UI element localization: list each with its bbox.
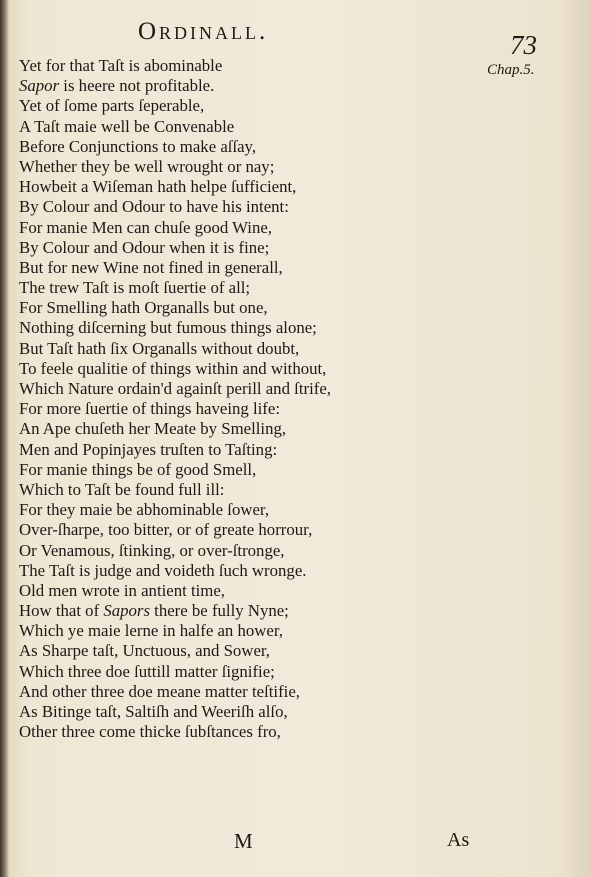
line-text: there be fully Nyne; bbox=[149, 601, 289, 621]
line-text: The trew Taſt is moſt ſuertie of all; bbox=[19, 278, 251, 298]
line-text: Before Conjunctions to make aſſay, bbox=[19, 136, 257, 156]
line-text: As Sharpe taſt, Unctuous, and Sower, bbox=[19, 641, 271, 661]
signature-mark: M bbox=[234, 829, 253, 853]
line-text: An Ape chuſeth her Meate by Smelling, bbox=[19, 419, 287, 439]
chapter-marginal-note: Chap.5. bbox=[487, 62, 535, 78]
line-text: But Taſt hath ſix Organalls without doubt, bbox=[19, 338, 300, 358]
line-text: Which Nature ordain'd againſt perill and ſtrife, bbox=[19, 379, 331, 398]
verse-line bbox=[19, 480, 331, 500]
line-text: Or Venamous, ſtinking, or over-ſtronge, bbox=[19, 540, 285, 560]
line-text: Men and Popinjayes truſten to Taſting: bbox=[19, 439, 278, 459]
line-text: And other three doe meane matter teſtifie, bbox=[19, 681, 300, 701]
line-text: Other three come thicke ſubſtances fro, bbox=[19, 722, 281, 742]
verse-line bbox=[19, 318, 331, 338]
verse-line bbox=[19, 56, 331, 76]
verse-line bbox=[19, 157, 331, 177]
line-text: For more ſuertie of things haveing life: bbox=[19, 399, 280, 419]
line-text: Which to Taſt be found full ill: bbox=[19, 479, 225, 499]
verse-block bbox=[19, 56, 331, 742]
verse-line bbox=[19, 339, 331, 359]
line-text: Which ye maie lerne in halfe an hower, bbox=[19, 621, 283, 641]
verse-line bbox=[19, 298, 331, 318]
verse-line bbox=[19, 177, 331, 197]
verse-line bbox=[19, 419, 331, 439]
line-text: The Taſt is judge and voideth ſuch wronge. bbox=[19, 560, 307, 580]
verse-line bbox=[19, 621, 331, 641]
verse-line bbox=[19, 238, 331, 258]
verse-line bbox=[19, 460, 331, 480]
verse-line bbox=[19, 359, 331, 379]
line-text: Howbeit a Wiſeman hath helpe ſufficient, bbox=[19, 177, 297, 197]
line-text: Whether they be well wrought or nay; bbox=[19, 156, 275, 176]
line-text: For Smelling hath Organalls but one, bbox=[19, 298, 268, 318]
verse-line bbox=[19, 76, 331, 96]
verse-line bbox=[19, 379, 331, 399]
running-head: Ordinall. bbox=[138, 18, 269, 45]
verse-line bbox=[19, 218, 331, 238]
line-text: As Bitinge taſt, Saltiſh and Weeriſh alſo, bbox=[19, 702, 288, 721]
catchword: As bbox=[447, 829, 470, 851]
line-text: Over-ſharpe, too bitter, or of greate horrour, bbox=[19, 520, 313, 540]
verse-line bbox=[19, 197, 331, 217]
line-text: Yet of ſome parts ſeperable, bbox=[19, 96, 205, 116]
verse-line bbox=[19, 117, 331, 137]
verse-line bbox=[19, 541, 331, 561]
line-text: For manie things be of good Smell, bbox=[19, 459, 257, 479]
verse-line bbox=[19, 500, 331, 520]
line-text: is heere not profitable. bbox=[59, 76, 215, 96]
verse-line bbox=[19, 561, 331, 581]
verse-line bbox=[19, 722, 331, 742]
verse-line bbox=[19, 399, 331, 419]
line-text: Old men wrote in antient time, bbox=[19, 580, 225, 600]
verse-line bbox=[19, 137, 331, 157]
verse-line bbox=[19, 601, 331, 621]
line-text: Nothing diſcerning but fumous things alone; bbox=[19, 318, 317, 338]
verse-line bbox=[19, 278, 331, 298]
verse-line bbox=[19, 702, 331, 722]
line-text: A Taſt maie well be Convenable bbox=[19, 116, 235, 136]
line-text: Which three doe ſuttill matter ſignifie; bbox=[19, 661, 275, 681]
verse-line bbox=[19, 96, 331, 116]
line-text: But for new Wine not fined in generall, bbox=[19, 257, 283, 277]
binding-gutter bbox=[0, 0, 9, 877]
line-text: Yet for that Taſt is abominable bbox=[19, 56, 223, 75]
verse-line bbox=[19, 662, 331, 682]
italic-word: Sapor bbox=[19, 76, 60, 96]
line-text: To feele qualitie of things within and without, bbox=[19, 358, 327, 378]
line-text: By Colour and Odour to have his intent: bbox=[19, 197, 289, 217]
verse-line bbox=[19, 641, 331, 661]
verse-line bbox=[19, 440, 331, 460]
verse-line bbox=[19, 581, 331, 601]
verse-line bbox=[19, 258, 331, 278]
line-text: By Colour and Odour when it is fine; bbox=[19, 237, 270, 257]
verse-line bbox=[19, 682, 331, 702]
line-text: For they maie be abhominable ſower, bbox=[19, 500, 270, 520]
italic-word: Sapors bbox=[103, 601, 150, 621]
page-number: 73 bbox=[510, 30, 537, 60]
verse-line bbox=[19, 520, 331, 540]
line-text: For manie Men can chuſe good Wine, bbox=[19, 217, 272, 237]
line-text: How that of bbox=[19, 601, 104, 621]
